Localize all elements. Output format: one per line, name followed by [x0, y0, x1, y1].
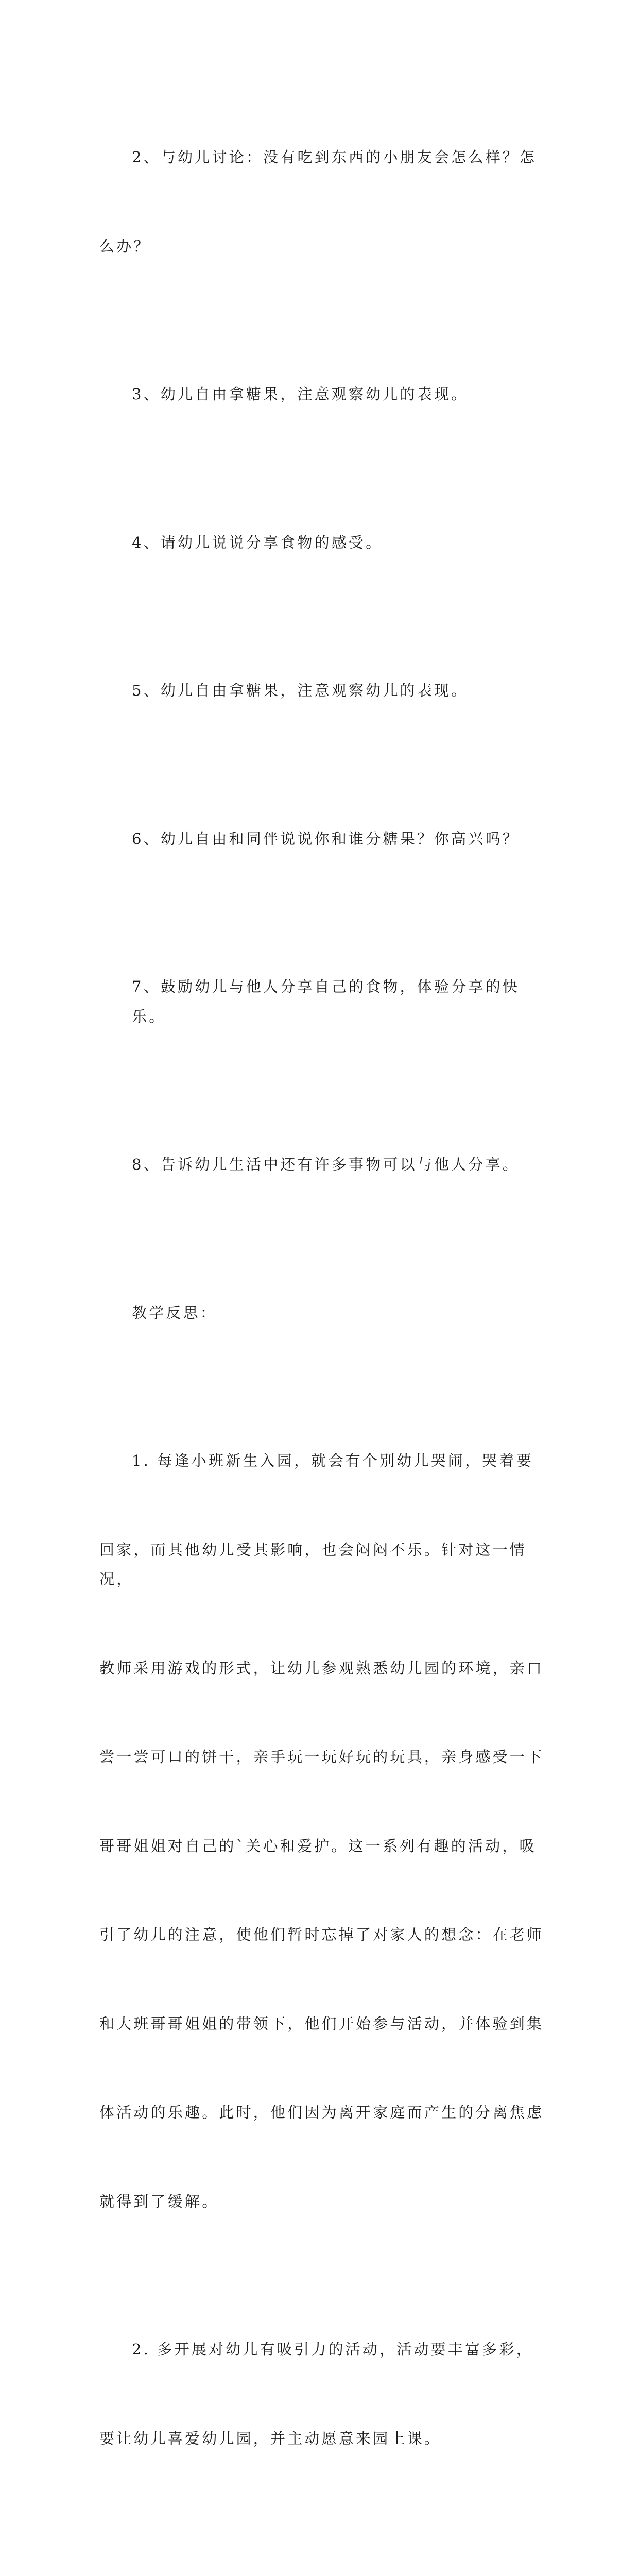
paragraph-reflection-1: [99, 1387, 547, 2276]
paragraph-step-3: [99, 320, 547, 469]
text-line: 教学反思：: [132, 1303, 218, 1321]
paragraph-step-2: [99, 83, 547, 320]
paragraph-step-4: [99, 469, 547, 617]
text-line: 5、幼儿自由拿糖果，注意观察幼儿的表现。: [132, 682, 469, 699]
text-line: 尝一尝可口的饼干，亲手玩一玩好玩的玩具，亲身感受一下: [99, 1748, 544, 1766]
text-line: 就得到了缓解。: [99, 2192, 219, 2210]
paragraph-reflection-2: [99, 2276, 547, 2513]
text-line: 7、鼓励幼儿与他人分享自己的食物，体验分享的快乐。: [132, 978, 520, 1025]
text-line: 教师采用游戏的形式，让幼儿参观熟悉幼儿园的环境，亲口: [99, 1659, 544, 1677]
text-line: 体活动的乐趣。此时，他们因为离开家庭而产生的分离焦虑: [99, 2104, 544, 2121]
text-line: 引了幼儿的注意，使他们暂时忘掉了对家人的想念：在老师: [99, 1926, 544, 1943]
text-line: 和大班哥哥姐姐的带领下，他们开始参与活动，并体验到集: [99, 2014, 544, 2032]
text-line: 么办？: [99, 237, 151, 255]
paragraph-step-8: [99, 1091, 547, 1239]
text-line: 2. 多开展对幼儿有吸引力的活动，活动要丰富多彩，: [132, 2341, 533, 2358]
paragraph-step-7: [99, 913, 547, 1091]
section-heading-reflection: [99, 1239, 547, 1387]
text-line: [99, 2572, 547, 2576]
text-line: 8、告诉幼儿生活中还有许多事物可以与他人分享。: [132, 1156, 520, 1173]
paragraph-step-5: [99, 617, 547, 765]
document-page: [99, 83, 547, 2576]
paragraph-step-6: [99, 765, 547, 913]
text-line: 6、幼儿自由和同伴说说你和谁分糖果？你高兴吗？: [132, 829, 520, 848]
text-line: 哥哥姐姐对自己的`关心和爱护。这一系列有趣的活动，吸: [99, 1837, 537, 1855]
text-line: 3、幼儿自由拿糖果，注意观察幼儿的表现。: [132, 385, 469, 403]
text-line: 1. 每逢小班新生入园，就会有个别幼儿哭闹，哭着要: [132, 1452, 533, 1469]
text-line: 4、请幼儿说说分享食物的感受。: [132, 533, 383, 551]
text-line: 2、与幼儿讨论：没有吃到东西的小朋友会怎么样？怎: [132, 148, 537, 166]
text-line: 回家，而其他幼儿受其影响，也会闷闷不乐。针对这一情况，: [99, 1540, 527, 1588]
paragraph-reflection-3: [99, 2513, 547, 2576]
text-line: 要让幼儿喜爱幼儿园，并主动愿意来园上课。: [99, 2429, 442, 2447]
